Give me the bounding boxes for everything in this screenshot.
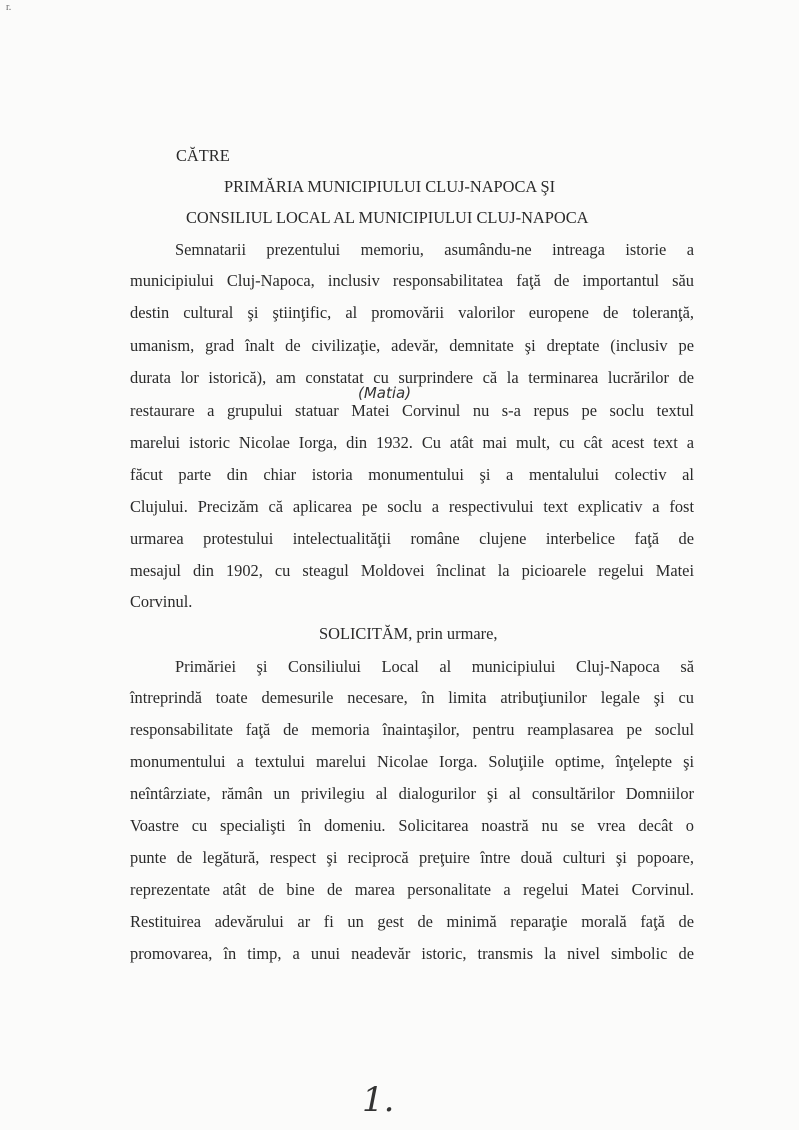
addressee-to: CĂTRE bbox=[176, 146, 230, 165]
para2-line: monumentului a textului marelui Nicolae Iorga. Soluţiile optime, înţelepte şi bbox=[130, 752, 694, 771]
para1-line: durata lor istorică), am constatat cu surprindere că la terminarea lucrărilor de bbox=[130, 368, 694, 387]
para1-line: Clujului. Precizăm că aplicarea pe soclu a respectivului text explicativ a fost bbox=[130, 497, 694, 516]
request-heading: SOLICITĂM, prin urmare, bbox=[319, 624, 498, 643]
para2-line: Voastre cu specialişti în domeniu. Solicitarea noastră nu se vrea decât o bbox=[130, 816, 694, 835]
para1-line: mesajul din 1902, cu steagul Moldovei înclinat la picioarele regelui Matei bbox=[130, 561, 694, 580]
para1-line: Semnatarii prezentului memoriu, asumându-ne intreaga istorie a bbox=[175, 240, 694, 259]
handwritten-insertion: (Matia) bbox=[358, 384, 412, 402]
para2-line: promovarea, în timp, a unui neadevăr istoric, transmis la nivel simbolic de bbox=[130, 944, 694, 963]
para1-line: umanism, grad înalt de civilizaţie, adevăr, demnitate şi dreptate (inclusiv pe bbox=[130, 336, 694, 355]
para2-line: responsabilitate faţă de memoria înaintaşilor, pentru reamplasarea pe soclul bbox=[130, 720, 694, 739]
corner-mark: r. bbox=[6, 2, 12, 13]
para1-line: urmarea protestului intelectualităţii române clujene interbelice faţă de bbox=[130, 529, 694, 548]
addressee-city-hall: PRIMĂRIA MUNICIPIULUI CLUJ-NAPOCA ŞI bbox=[224, 177, 556, 196]
para1-line: municipiului Cluj-Napoca, inclusiv responsabilitatea faţă de importantul său bbox=[130, 271, 694, 290]
para2-line: punte de legătură, respect şi reciprocă preţuire între două culturi şi popoare, bbox=[130, 848, 694, 867]
page-number: 1. bbox=[362, 1080, 395, 1120]
para2-line: întreprindă toate demesurile necesare, în limita atribuţiunilor legale şi cu bbox=[130, 688, 694, 707]
para2-line: neîntârziate, rămân un privilegiu al dialogurilor şi al consultărilor Domniilor bbox=[130, 784, 694, 803]
para2-line: Primăriei şi Consiliului Local al municipiului Cluj-Napoca să bbox=[175, 657, 694, 676]
para1-line: restaurare a grupului statuar Matei Corvinul nu s-a repus pe soclu textul bbox=[130, 401, 694, 420]
para2-line: reprezentate atât de bine de marea personalitate a regelui Matei Corvinul. bbox=[130, 880, 694, 899]
para1-line: Corvinul. bbox=[130, 592, 193, 611]
para1-line: destin cultural şi ştiinţific, al promovării valorilor europene de toleranţă, bbox=[130, 303, 694, 322]
para1-line: marelui istoric Nicolae Iorga, din 1932. Cu atât mai mult, cu cât acest text a bbox=[130, 433, 694, 452]
addressee-local-council: CONSILIUL LOCAL AL MUNICIPIULUI CLUJ-NAPOCA bbox=[186, 208, 589, 227]
para2-line: Restituirea adevărului ar fi un gest de minimă reparaţie morală faţă de bbox=[130, 912, 694, 931]
para1-line: făcut parte din chiar istoria monumentului şi a mentalului colectiv al bbox=[130, 465, 694, 484]
